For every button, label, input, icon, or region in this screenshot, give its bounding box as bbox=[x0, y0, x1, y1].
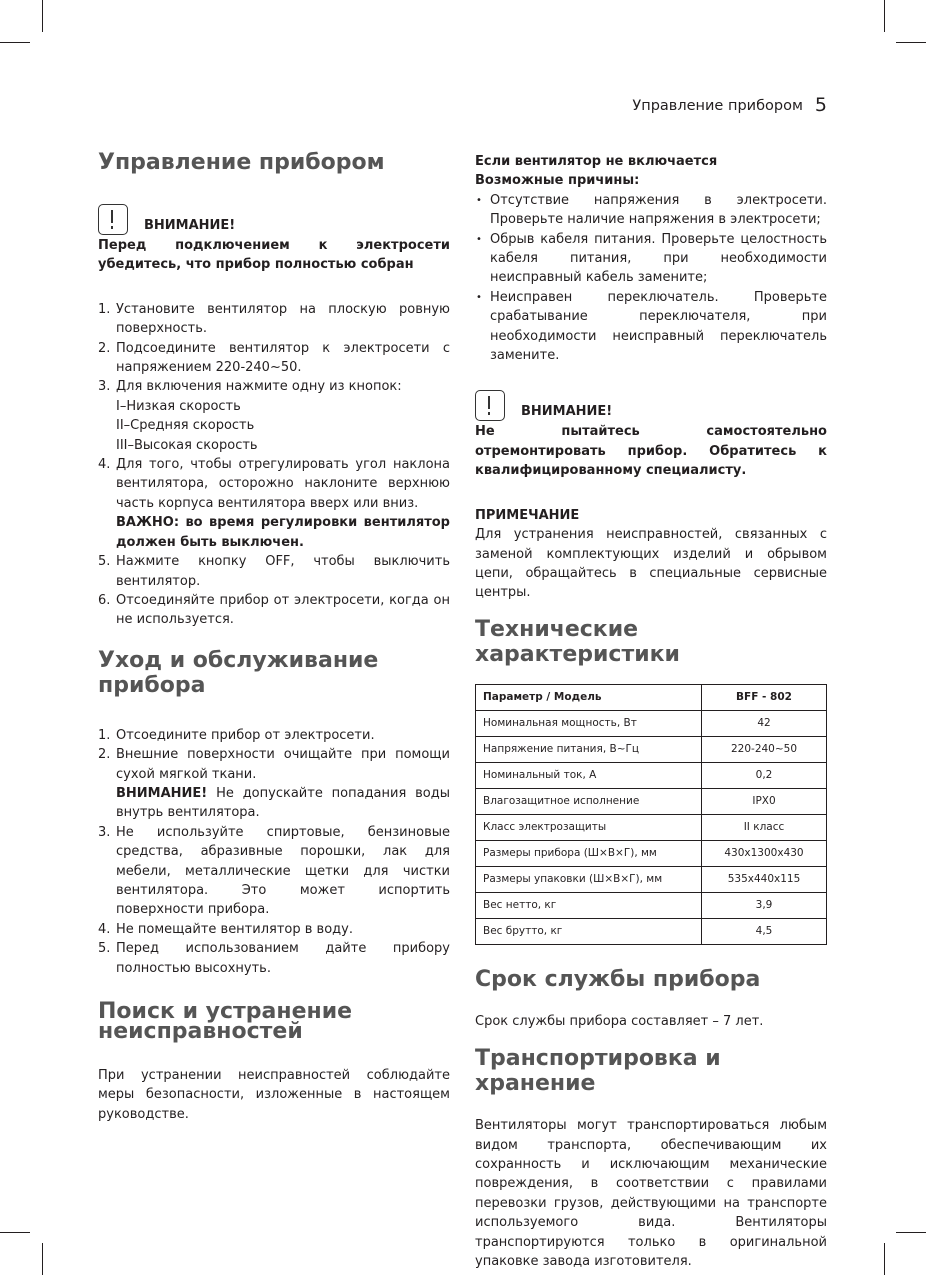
list-item: • Неисправен переключатель. Проверьте срабатывание переключателя, при необходимости неисправный переключатель замените. bbox=[475, 288, 827, 366]
table-row: Номинальная мощность, Вт 42 bbox=[476, 710, 827, 736]
table-row: Номинальный ток, А 0,2 bbox=[476, 762, 827, 788]
running-header bbox=[632, 93, 827, 118]
table-header-cell: Параметр / Модель bbox=[476, 684, 702, 710]
crop-mark bbox=[42, 1243, 43, 1275]
list-item: 4. Не помещайте вентилятор в воду. bbox=[98, 921, 353, 937]
crop-mark bbox=[42, 0, 43, 32]
causes-list bbox=[475, 191, 827, 366]
list-item: 3. Для включения нажмите одну из кнопок: I–Низкая скорость II–Средняя скорость III–Высокая скорость bbox=[98, 377, 450, 455]
speed-medium: II–Средняя скорость bbox=[116, 418, 255, 434]
note-title: ПРИМЕЧАНИЕ bbox=[475, 507, 580, 523]
list-item: • Отсутствие напряжения в электросети. Проверьте наличие напряжения в электросети; bbox=[475, 191, 827, 230]
transport-text: Вентиляторы могут транспортироваться любым видом транспорта, обеспечивающим их сохранность и исключающим механические повреждения, в соответствии с правилами перевозки грузов, действующими на транспорте используемого вида. Вентиляторы транспортируются только в оригинальной упаковке завода изготовителя. bbox=[475, 1118, 827, 1269]
running-title: Управление прибором bbox=[632, 98, 803, 114]
crop-mark bbox=[0, 1232, 30, 1233]
warning-title: ВНИМАНИЕ! bbox=[144, 218, 236, 233]
crop-mark bbox=[884, 0, 885, 32]
table-header-cell: BFF - 802 bbox=[702, 684, 827, 710]
list-item: 5. Нажмите кнопку OFF, чтобы выключить вентилятор. bbox=[98, 554, 450, 589]
section-title-care: Уход и обслуживание прибора bbox=[98, 647, 379, 698]
not-working-heading: Если вентилятор не включается bbox=[475, 154, 718, 169]
note-text: Для устранения неисправностей, связанных с заменой комплектующих изделий и обрывом цепи, обращайтесь в специальные сервисные центры. bbox=[475, 527, 827, 601]
speed-high: III–Высокая скорость bbox=[116, 437, 258, 453]
list-item: 1. Установите вентилятор на плоскую ровную поверхность. bbox=[98, 301, 450, 337]
speed-low: I–Низкая скорость bbox=[116, 398, 241, 414]
specs-table bbox=[475, 684, 827, 945]
list-item: 2. Внешние поверхности очищайте при помощи сухой мягкой ткани. ВНИМАНИЕ! Не допускайте попадания воды внутрь вентилятора. bbox=[98, 745, 450, 823]
warning-title: ВНИМАНИЕ! bbox=[521, 404, 613, 420]
exclamation-icon bbox=[475, 390, 505, 421]
table-row: Напряжение питания, В~Гц 220-240~50 bbox=[476, 736, 827, 762]
list-item: 2. Подсоедините вентилятор к электросети с напряжением 220-240~50. bbox=[98, 340, 450, 376]
section-title-troubleshooting: Поиск и устранение неисправностей bbox=[98, 999, 353, 1044]
table-row: Размеры упаковки (Ш×В×Г), мм 535x440x115 bbox=[476, 866, 827, 892]
section-title-specs: Технические характеристики bbox=[475, 616, 680, 667]
care-steps bbox=[98, 726, 450, 978]
list-item: 5. Перед использованием дайте прибору полностью высохнуть. bbox=[98, 941, 450, 976]
warning-block bbox=[98, 198, 450, 235]
section-title-transport: Транспортировка и хранение bbox=[475, 1046, 721, 1097]
list-item: • Обрыв кабеля питания. Проверьте целостность кабеля питания, при необходимости неисправный кабель замените; bbox=[475, 230, 827, 288]
warning-block-2 bbox=[475, 384, 827, 421]
list-item: 4. Для того, чтобы отрегулировать угол наклона вентилятора, осторожно наклоните верхнюю часть корпуса вентилятора вверх или вниз. ВАЖНО: во время регулировки вентилятор должен быть выключен. bbox=[98, 455, 450, 552]
section-title-service-life: Срок службы прибора bbox=[475, 966, 761, 992]
control-steps bbox=[98, 300, 450, 630]
exclamation-icon bbox=[98, 204, 128, 235]
warning-text: Перед подключением к электросети убедитесь, что прибор полностью собран bbox=[98, 238, 450, 273]
table-row: Влагозащитное исполнение IPX0 bbox=[476, 788, 827, 814]
crop-mark bbox=[884, 1243, 885, 1275]
table-header-row bbox=[476, 684, 827, 710]
service-life-text: Срок службы прибора составляет – 7 лет. bbox=[475, 1013, 764, 1029]
important-note: ВАЖНО: во время регулировки вентилятор должен быть выключен. bbox=[116, 515, 450, 550]
table-row: Вес нетто, кг 3,9 bbox=[476, 892, 827, 918]
table-row: Класс электрозащиты II класс bbox=[476, 814, 827, 840]
left-column bbox=[98, 150, 450, 1124]
crop-mark bbox=[896, 42, 926, 43]
list-item: 1. Отсоедините прибор от электросети. bbox=[98, 727, 375, 743]
table-row: Вес брутто, кг 4,5 bbox=[476, 918, 827, 944]
page-number: 5 bbox=[814, 94, 827, 116]
possible-causes-heading: Возможные причины: bbox=[475, 173, 640, 189]
care-warning: ВНИМАНИЕ! Не допускайте попадания воды внутрь вентилятора. bbox=[116, 785, 450, 821]
list-item: 6. Отсоединяйте прибор от электросети, когда он не используется. bbox=[98, 592, 450, 628]
crop-mark bbox=[0, 42, 30, 43]
table-row: Размеры прибора (Ш×В×Г), мм 430x1300x430 bbox=[476, 840, 827, 866]
warning-text: Не пытайтесь самостоятельно отремонтировать прибор. Обратитесь к квалифицированному специалисту. bbox=[475, 424, 827, 479]
section-title-control: Управление прибором bbox=[98, 150, 385, 175]
crop-mark bbox=[896, 1232, 926, 1233]
right-column bbox=[475, 152, 827, 1271]
troubleshooting-text: При устранении неисправностей соблюдайте меры безопасности, изложенные в настоящем руководстве. bbox=[98, 1068, 450, 1122]
list-item: 3. Не используйте спиртовые, бензиновые средства, абразивные порошки, лак для мебели, металлические щетки для чистки вентилятора. Это может испортить поверхности прибора. bbox=[98, 824, 450, 918]
